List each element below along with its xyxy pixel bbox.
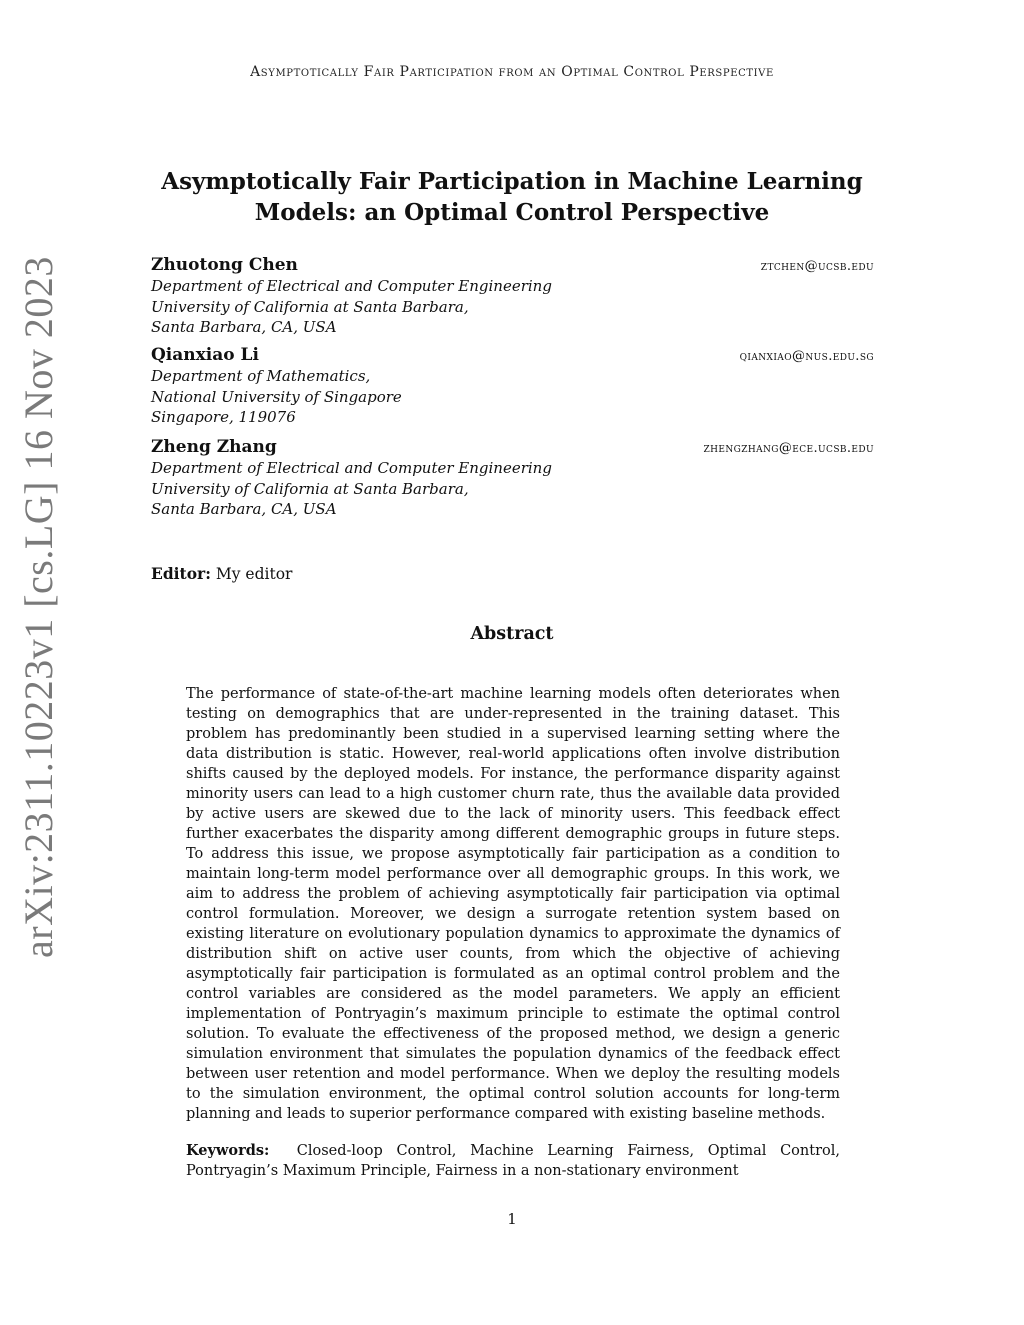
author-affiliation-line: Department of Electrical and Computer Engineering (151, 277, 552, 295)
arxiv-identifier-stamp: arXiv:2311.10223v1 [cs.LG] 16 Nov 2023 (16, 256, 61, 958)
author-block-1 (151, 254, 874, 338)
abstract-body: The performance of state-of-the-art machine learning models often deteriorates when testing on demographics that are under-represented in the training dataset. This problem has predominantly been studied in a supervised learning setting where the data distribution is static. However, real-world applications often involve distribution shifts caused by the deployed models. For instance, the performance disparity against minority users can lead to a high customer churn rate, thus the available data provided by active users are skewed due to the lack of minority users. This feedback effect further exacerbates the disparity among different demographic groups in future steps. To address this issue, we propose asymptotically fair participation as a condition to maintain long-term model performance over all demographic groups. In this work, we aim to address the problem of achieving asymptotically fair participation via optimal control formulation. Moreover, we design a surrogate retention system based on existing literature on evolutionary population dynamics to approximate the dynamics of distribution shift on active user counts, from which the objective of achieving asymptotically fair participation is formulated as an optimal control problem and the control variables are considered as the model parameters. We apply an efficient implementation of Pontryagin’s maximum principle to estimate the optimal control solution. To evaluate the effectiveness of the proposed method, we design a generic simulation environment that simulates the population dynamics of the feedback effect between user retention and model performance. When we deploy the resulting models to the simulation environment, the optimal control solution accounts for long-term planning and leads to superior performance compared with existing baseline methods. (186, 686, 840, 1122)
keywords-label: Keywords: (186, 1142, 270, 1159)
author-affiliation-line: Department of Electrical and Computer Engineering (151, 459, 552, 477)
author-block-3 (151, 436, 874, 520)
author-affiliation-line: Santa Barbara, CA, USA (151, 318, 337, 336)
author-name: Zhuotong Chen (151, 255, 298, 275)
abstract-heading: Abstract (470, 624, 554, 644)
title-line-1: Asymptotically Fair Participation in Machine Learning (161, 168, 863, 195)
author-affiliation-line: National University of Singapore (151, 387, 402, 406)
author-email[interactable]: zhengzhang@ece.ucsb.edu (703, 441, 874, 456)
title-line-2: Models: an Optimal Control Perspective (254, 199, 770, 226)
author-affiliation-line: Singapore, 119076 (151, 408, 296, 426)
paper-title (150, 166, 874, 228)
author-name: Zheng Zhang (151, 437, 277, 457)
page-number: 1 (507, 1210, 517, 1228)
editor-label: Editor: (151, 564, 211, 583)
author-email[interactable]: ztchen@ucsb.edu (760, 259, 874, 274)
author-affiliation-line: Department of Mathematics, (151, 367, 371, 385)
author-affiliation-line: University of California at Santa Barbara, (151, 479, 469, 498)
author-name: Qianxiao Li (151, 345, 259, 365)
author-affiliation-line: University of California at Santa Barbara, (151, 297, 469, 316)
author-affiliation-line: Santa Barbara, CA, USA (151, 500, 337, 518)
editor-line (151, 564, 292, 583)
editor-value: My editor (215, 565, 293, 583)
keywords-text: Closed-loop Control, Machine Learning Fairness, Optimal Control, Pontryagin’s Maximum Principle, Fairness in a non-stationary environment (186, 1143, 840, 1179)
author-block-2 (151, 344, 874, 428)
keywords-line (186, 1141, 840, 1181)
author-email[interactable]: qianxiao@nus.edu.sg (739, 349, 874, 364)
running-head: Asymptotically Fair Participation from an Optimal Control Perspective (250, 64, 774, 80)
